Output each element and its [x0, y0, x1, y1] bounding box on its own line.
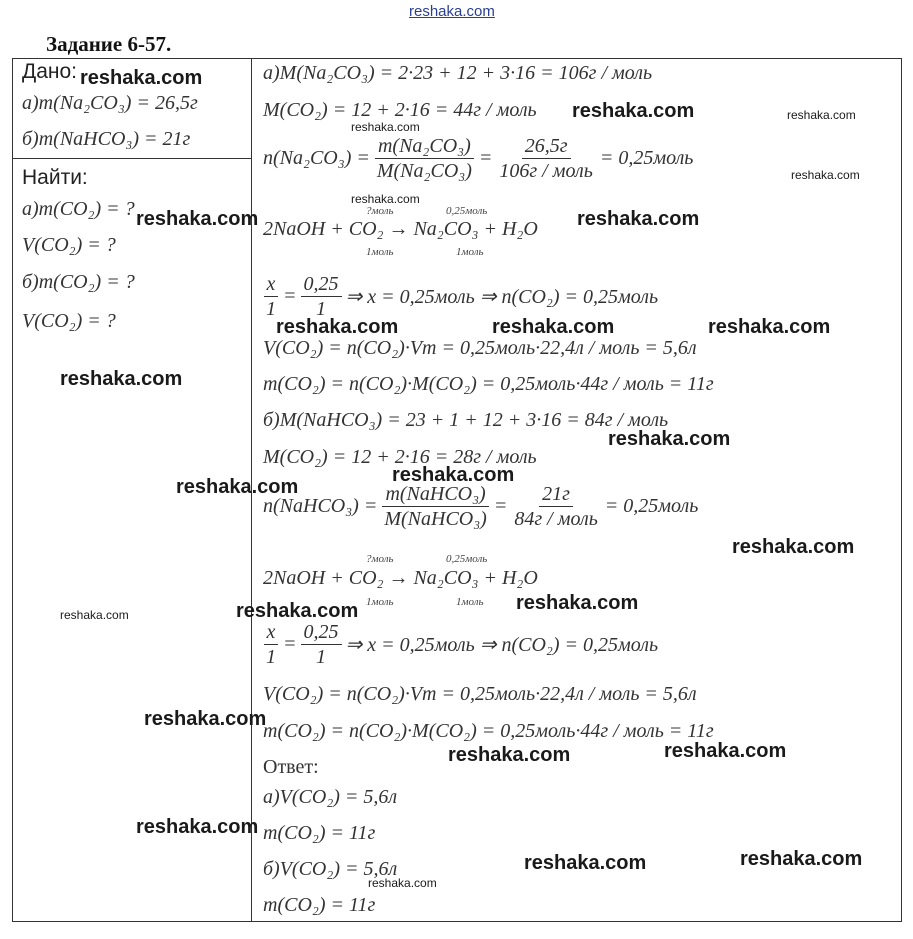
volume-co2-a: V(CO₂) = n(CO₂)·Vm = 0,25моль·22,4л / моль = 5,6л — [263, 337, 697, 359]
denominator: 106г / моль — [499, 160, 593, 182]
proportion-a — [263, 272, 658, 321]
denominator: 1 — [316, 646, 326, 668]
mass-co2-b: m(CO₂) = n(CO₂)·M(CO₂) = 0,25моль·44г / моль = 11г — [263, 720, 714, 742]
answer-b-volume: б)V(CO₂) = 5,6л — [263, 858, 398, 880]
reaction-annotation: 0,25моль — [446, 205, 488, 217]
find-label: Найти: — [22, 166, 88, 189]
reaction-annotation: ?моль — [366, 553, 394, 565]
answer-label: Ответ: — [263, 756, 319, 778]
moles-left: n(NaHCO₃) = — [263, 495, 378, 517]
numerator: 0,25 — [301, 272, 342, 297]
proportion-rest: ⇒ x = 0,25моль ⇒ n(CO₂) = 0,25моль — [345, 286, 659, 308]
reaction-annotation: 1моль — [366, 596, 394, 608]
site-link[interactable]: reshaka.com — [409, 3, 495, 20]
answer-a-mass: m(CO₂) = 11г — [263, 822, 376, 844]
answer-b-mass: m(CO₂) = 11г — [263, 894, 376, 916]
given-label: Дано: — [22, 60, 78, 83]
task-title: Задание 6-57. — [46, 32, 172, 56]
watermark: reshaka.com — [136, 208, 259, 230]
mass-co2-a: m(CO₂) = n(CO₂)·M(CO₂) = 0,25моль·44г / моль = 11г — [263, 373, 714, 395]
volume-co2-b: V(CO₂) = n(CO₂)·Vm = 0,25моль·22,4л / моль = 5,6л — [263, 683, 697, 705]
watermark: reshaka.com — [136, 816, 259, 838]
find-item: б)m(CO₂) = ? — [22, 271, 135, 293]
given-b: б)m(NaHCO₃) = 21г — [22, 128, 191, 150]
equals: = — [478, 147, 493, 169]
find-item: V(CO₂) = ? — [22, 310, 116, 332]
reaction-annotation: ?моль — [366, 205, 394, 217]
numerator: x — [264, 272, 279, 297]
molar-mass-na2co3: a)M(Na₂CO₃) = 2·23 + 12 + 3·16 = 106г / моль — [263, 62, 653, 84]
find-item: V(CO₂) = ? — [22, 234, 116, 256]
numerator: 21г — [539, 482, 573, 507]
watermark: reshaka.com — [60, 368, 183, 390]
reaction-annotation: 1моль — [456, 596, 484, 608]
watermark: reshaka.com — [60, 608, 129, 622]
watermark: reshaka.com — [524, 852, 647, 874]
equals: = — [283, 285, 297, 307]
moles-left: n(Na₂CO₃) = — [263, 147, 370, 169]
fraction — [301, 620, 342, 669]
watermark: reshaka.com — [664, 740, 787, 762]
watermark: reshaka.com — [392, 464, 515, 486]
denominator: 1 — [316, 298, 326, 320]
equals: = — [493, 495, 508, 517]
fraction — [511, 482, 600, 531]
reaction-annotation: 1моль — [366, 246, 394, 258]
given-find-divider — [12, 158, 252, 159]
watermark: reshaka.com — [448, 744, 571, 766]
result: = 0,25моль — [604, 495, 699, 517]
reaction-equation-b: 2NaOH + CO₂ → Na₂CO₃ + H₂O — [263, 567, 538, 589]
denominator: 1 — [266, 298, 276, 320]
given-a: a)m(Na₂CO₃) = 26,5г — [22, 92, 198, 114]
numerator: 26,5г — [522, 134, 571, 159]
watermark: reshaka.com — [144, 708, 267, 730]
denominator: 1 — [266, 646, 276, 668]
watermark: reshaka.com — [608, 428, 731, 450]
fraction — [263, 272, 279, 321]
watermark: reshaka.com — [236, 600, 359, 622]
watermark: reshaka.com — [516, 592, 639, 614]
watermark: reshaka.com — [572, 100, 695, 122]
reaction-annotation: 0,25моль — [446, 553, 488, 565]
watermark: reshaka.com — [787, 108, 856, 122]
fraction — [496, 134, 595, 183]
molar-mass-nahco3: б)M(NaHCO₃) = 23 + 1 + 12 + 3·16 = 84г / моль — [263, 409, 669, 431]
denominator: 84г / моль — [514, 508, 598, 530]
numerator: 0,25 — [301, 620, 342, 645]
denominator: M(Na₂CO₃) — [376, 160, 472, 182]
numerator: x — [264, 620, 279, 645]
fraction — [374, 134, 475, 183]
watermark: reshaka.com — [80, 67, 203, 89]
find-item: a)m(CO₂) = ? — [22, 198, 135, 220]
answer-a-volume: a)V(CO₂) = 5,6л — [263, 786, 398, 808]
watermark: reshaka.com — [351, 192, 420, 206]
watermark: reshaka.com — [176, 476, 299, 498]
proportion-rest: ⇒ x = 0,25моль ⇒ n(CO₂) = 0,25моль — [345, 634, 659, 656]
fraction — [263, 620, 279, 669]
watermark: reshaka.com — [492, 316, 615, 338]
numerator: m(Na₂CO₃) — [375, 134, 474, 159]
moles-na2co3 — [263, 134, 693, 183]
molar-mass-co2-a: M(CO₂) = 12 + 2·16 = 44г / моль — [263, 99, 537, 121]
denominator: M(NaHCO₃) — [384, 508, 487, 530]
reaction-equation-a: 2NaOH + CO₂ → Na₂CO₃ + H₂O — [263, 218, 538, 240]
watermark: reshaka.com — [577, 208, 700, 230]
watermark: reshaka.com — [740, 848, 863, 870]
fraction — [301, 272, 342, 321]
result: = 0,25моль — [599, 147, 694, 169]
watermark: reshaka.com — [351, 120, 420, 134]
proportion-b — [263, 620, 658, 669]
watermark: reshaka.com — [276, 316, 399, 338]
fraction — [381, 482, 490, 531]
molar-mass-co2-b: M(CO₂) = 12 + 2·16 = 28г / моль — [263, 446, 537, 468]
equals: = — [283, 633, 297, 655]
watermark: reshaka.com — [791, 168, 860, 182]
watermark: reshaka.com — [732, 536, 855, 558]
watermark: reshaka.com — [368, 876, 437, 890]
reaction-annotation: 1моль — [456, 246, 484, 258]
watermark: reshaka.com — [708, 316, 831, 338]
moles-nahco3 — [263, 482, 698, 531]
numerator: m(NaHCO₃) — [382, 482, 488, 507]
